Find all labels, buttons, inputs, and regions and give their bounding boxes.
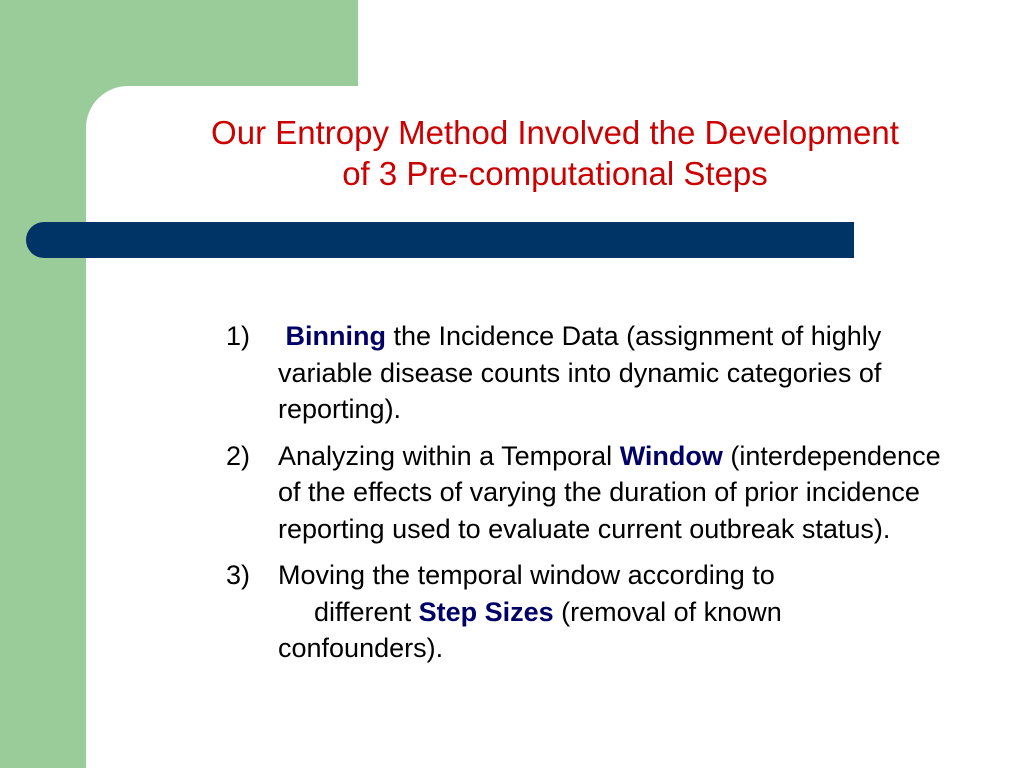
step-number: 1) (226, 321, 251, 351)
step-keyword-step-sizes: Step Sizes (418, 596, 554, 627)
step-item-3 (226, 557, 946, 667)
step-item-2 (226, 438, 946, 548)
step-text-before: different (314, 596, 419, 627)
step-keyword-binning: Binning (285, 321, 386, 351)
title-line-1: Our Entropy Method Involved the Development (211, 114, 899, 151)
step-item-1 (226, 318, 946, 428)
step-keyword-window: Window (619, 440, 723, 471)
step-text-before: Analyzing within a Temporal (278, 440, 620, 471)
slide-title (86, 112, 1024, 194)
title-line-2: of 3 Pre-computational Steps (342, 155, 768, 192)
step-number: 3) (226, 560, 251, 590)
step-text: (interdependence of the effects of varying the duration of prior incidence reporting used to evaluate current outbreak status). (278, 440, 941, 544)
step-text-line1: Moving the temporal window according to (278, 560, 775, 590)
step-number: 2) (226, 440, 251, 471)
step-list (226, 318, 946, 677)
title-underline-bar (26, 222, 854, 258)
step-text: (removal of known confounders). (278, 596, 782, 663)
step-text: the Incidence Data (assignment of highly variable disease counts into dynamic categories of reporting). (278, 321, 882, 424)
